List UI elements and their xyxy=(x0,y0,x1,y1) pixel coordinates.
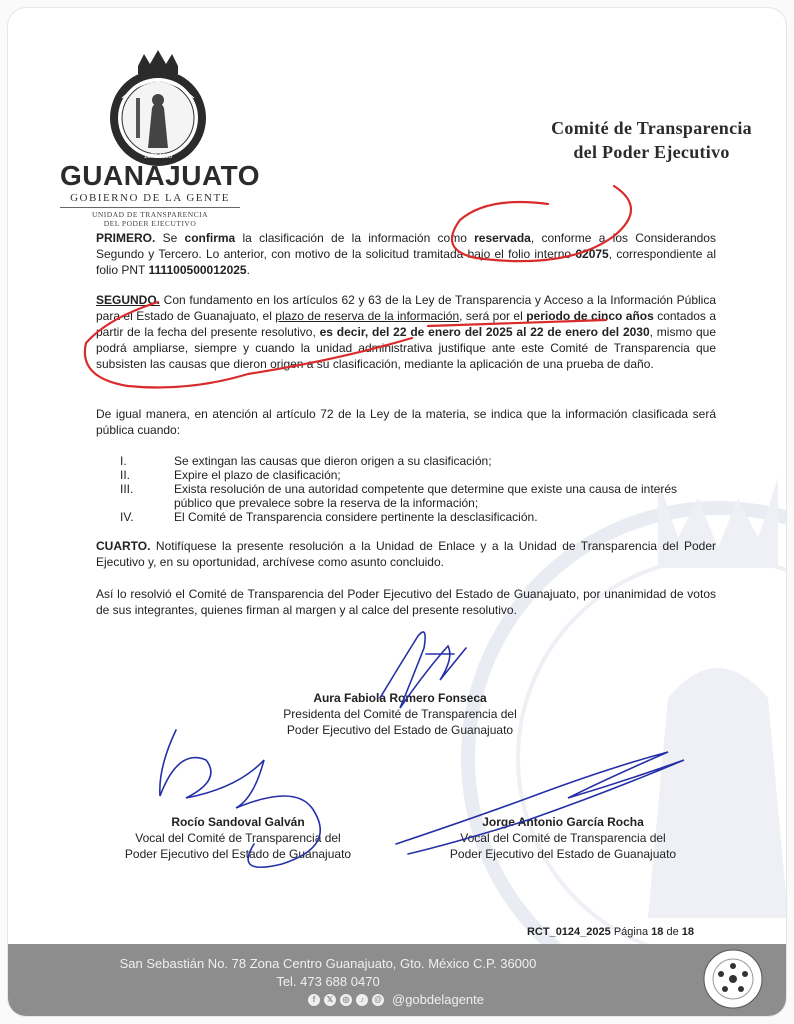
signatory-role-line1: Presidenta del Comité de Transparencia del xyxy=(283,707,517,721)
list-item-number: I. xyxy=(120,454,127,468)
signatory-role-line2: Poder Ejecutivo del Estado de Guanajuato xyxy=(286,723,514,737)
facebook-icon[interactable]: f xyxy=(308,994,320,1006)
primero-text-5: . xyxy=(246,263,250,277)
list-item-text: Exista resolución de una autoridad competente que determine que existe una causa de interés público que prevalece sobre la reserva de la información; xyxy=(174,482,677,510)
primero-text-2: la clasificación de la información como xyxy=(235,231,475,245)
list-item-number: II. xyxy=(120,468,131,482)
segundo-label: SEGUNDO. xyxy=(96,293,161,307)
page-total: 18 xyxy=(681,926,694,938)
cuarto-text: Notifíquese la presente resolución a la Unidad de Enlace y a la Unidad de Transparencia del Poder Ejecutivo y, en su oportunidad, archívese como asunto concluido. xyxy=(96,539,716,569)
primero-text-1: Se xyxy=(155,231,185,245)
signatory-name: Jorge Antonio García Rocha xyxy=(482,815,644,829)
primero-folio-pnt: 111100500012025 xyxy=(148,263,247,277)
footer-phone: Tel. 473 688 0470 xyxy=(276,974,380,989)
document-code: RCT_0124_2025 xyxy=(526,926,611,938)
signatory-name: Rocío Sandoval Galván xyxy=(171,815,305,829)
list-item-text: Se extingan las causas que dieron origen a su clasificación; xyxy=(174,454,492,468)
segundo-periodo: periodo de cinco años xyxy=(526,309,654,323)
committee-title xyxy=(551,116,752,164)
tiktok-icon[interactable]: ♪ xyxy=(356,994,368,1006)
social-handle[interactable]: @gobdelagente xyxy=(392,992,484,1007)
primero-confirma: confirma xyxy=(184,231,236,245)
primero-text-3: , conforme a los Considerandos Segundo y Tercero. Lo anterior, con motivo de la solicitud tramitada bajo el folio interno xyxy=(96,231,716,261)
paragraph-cuarto xyxy=(96,538,716,570)
signatory-name: Aura Fabiola Romero Fonseca xyxy=(313,691,487,705)
committee-title-line2: del Poder Ejecutivo xyxy=(573,142,730,162)
logo-unit-line2: DEL PODER EJECUTIVO xyxy=(103,219,197,228)
list-item-number: III. xyxy=(120,482,134,496)
page-current: 18 xyxy=(651,926,664,938)
signature-block-vocal-left xyxy=(108,814,368,862)
signatory-role-line2: Poder Ejecutivo del Estado de Guanajuato xyxy=(449,847,677,861)
logo-subtitle: GOBIERNO DE LA GENTE xyxy=(70,192,230,204)
paragraph-primero xyxy=(96,230,716,278)
list-item-number: IV. xyxy=(120,510,134,524)
segundo-text-3: contados a partir de la fecha del presente resolutivo, xyxy=(96,309,717,339)
segundo-text-2: , será por el xyxy=(459,309,527,323)
primero-reservada: reservada xyxy=(474,231,531,245)
page-reference xyxy=(527,926,694,938)
segundo-text-1: Con fundamento en los artículos 62 y 63 de la Ley de Transparencia y Acceso a la Información Pública para el Estado de Guanajuato, el xyxy=(96,293,716,323)
x-icon[interactable]: 𝕏 xyxy=(324,994,336,1006)
footer-address: San Sebastián No. 78 Zona Centro Guanajuato, Gto. México C.P. 36000 xyxy=(119,956,537,971)
primero-label: PRIMERO. xyxy=(96,231,156,245)
primero-text-4: , correspondiente al folio PNT xyxy=(96,247,716,277)
signature-block-president xyxy=(260,690,540,738)
footer-band xyxy=(8,944,786,1016)
segundo-fechas: es decir, del 22 de enero del 2025 al 22 de enero del 2030 xyxy=(319,325,650,339)
list-item-text: Expire el plazo de clasificación; xyxy=(174,468,341,482)
signatory-role-line1: Vocal del Comité de Transparencia del xyxy=(460,831,666,845)
guanajuato-logo-text: GUANAJUATO xyxy=(60,160,260,191)
social-links xyxy=(308,992,484,1007)
logo-unit xyxy=(60,207,240,228)
paragraph-resolucion: Así lo resolvió el Comité de Transparencia del Poder Ejecutivo del Estado de Guanajuato, por unanimidad de votos de sus integrantes, quienes firman al margen y al calce del presente resolutivo. xyxy=(96,587,716,617)
equality-seal-icon xyxy=(702,948,764,1010)
paragraph-segundo xyxy=(96,292,716,372)
segundo-plazo-reserva: plazo de reserva de la información xyxy=(275,309,460,323)
cuarto-label: CUARTO. xyxy=(96,539,151,553)
committee-title-line1: Comité de Transparencia xyxy=(551,118,752,138)
threads-icon[interactable]: @ xyxy=(372,994,384,1006)
document-page xyxy=(8,8,786,1016)
list-item-text: El Comité de Transparencia considere pertinente la desclasificación. xyxy=(174,510,538,524)
signature-block-vocal-right xyxy=(428,814,698,862)
logo-unit-line1: UNIDAD DE TRANSPARENCIA xyxy=(91,210,209,219)
svg-text:1570 1826: 1570 1826 xyxy=(143,154,173,160)
page-label: Página xyxy=(610,926,652,938)
signatory-role-line1: Vocal del Comité de Transparencia del xyxy=(135,831,341,845)
segundo-text-4: , mismo que podrá ampliarse, siempre y cuando la unidad administrativa justifique ante este Comité de Transparencia que subsisten las causas que dieron origen a su clasificación, mediante la aplicación de una prueba de daño. xyxy=(96,325,716,371)
signatory-role-line2: Poder Ejecutivo del Estado de Guanajuato xyxy=(124,847,352,861)
primero-folio-interno: 62075 xyxy=(575,247,609,261)
page-of: de xyxy=(663,926,682,938)
paragraph-igual-manera: De igual manera, en atención al artículo 72 de la Ley de la materia, se indica que la información clasificada será pública cuando: xyxy=(96,407,716,437)
instagram-icon[interactable]: ◎ xyxy=(340,994,352,1006)
